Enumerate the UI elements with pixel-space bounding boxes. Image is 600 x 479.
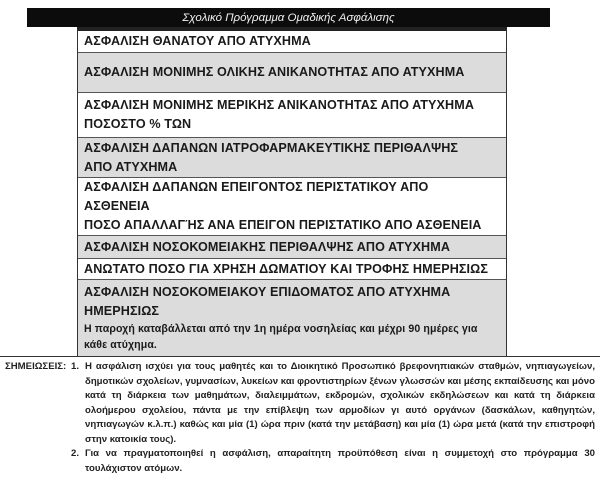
coverage-label: ΑΣΦΑΛΙΣΗ ΝΟΣΟΚΟΜΕΙΑΚΟΥ ΕΠΙΔΟΜΑΤΟΣ ΑΠΟ ΑΤΥΧΗΜΑ (84, 285, 451, 299)
coverage-row-room-board (78, 259, 506, 280)
notes-label: ΣΗΜΕΙΩΣΕΙΣ: (5, 361, 67, 372)
coverage-row-total-disability (78, 53, 506, 93)
coverage-row-medical-expenses (78, 138, 506, 178)
coverage-row-partial-disability (78, 93, 506, 138)
coverage-label: ΑΣΦΑΛΙΣΗ ΝΟΣΟΚΟΜΕΙΑΚΗΣ ΠΕΡΙΘΑΛΨΗΣ ΑΠΟ ΑΤΥΧΗΜΑ (84, 239, 451, 254)
coverage-row-hospital-care (78, 236, 506, 259)
coverage-row-emergency-illness (78, 178, 506, 236)
note-text: Η ασφάλιση ισχύει για τους μαθητές και το Διοικητικό Προσωπικό βρεφονηπιακών σταθμών, νηπιαγωγείων, δημοτικών σχολείων, γυμνασίων, λυκείων και φροντιστηρίων ξένων γλωσσών και μέσης εκπαίδευσης και μόνο κατά τη διάρκεια των μαθημάτων, διαλειμμάτων, εκδρομών, σχολικών εκδηλώσεων και κατά τη διάρκεια ολοήμερου σχολείου, πάντα με την επίβλεψη των αρμοδίων γι αυτό οργάνων (δασκάλων, καθηγητών, νηπιαγωγών κ.λ.π.) καθώς και μία (1) ώρα πριν (κατά την μετάβαση) και μία (1) ώρα μετά (κατά την επιστροφή στην κατοικία τους). (85, 361, 595, 445)
coverage-sublabel: ΠΟΣΟ ΑΠΑΛΛΑΓΉΣ ΑΝΑ ΕΠΕΙΓΟΝ ΠΕΡΙΣΤΑΤΙΚΟ ΑΠΟ ΑΣΘΕΝΕΙΑ (84, 218, 482, 232)
coverage-row-hospital-allowance (78, 280, 506, 356)
notes-section (5, 360, 595, 476)
note-item (5, 447, 595, 476)
coverage-table (77, 27, 507, 356)
coverage-label: ΑΣΦΑΛΙΣΗ ΜΟΝΙΜΗΣ ΜΕΡΙΚΗΣ ΑΝΙΚΑΝΟΤΗΤΑΣ ΑΠΟ ΑΤΥΧΗΜΑ (84, 98, 475, 112)
document-title: Σχολικό Πρόγραμμα Ομαδικής Ασφάλισης (182, 11, 395, 24)
coverage-label: ΑΝΩΤΑΤΟ ΠΟΣΟ ΓΙΑ ΧΡΗΣΗ ΔΩΜΑΤΙΟΥ ΚΑΙ ΤΡΟΦΗΣ ΗΜΕΡΗΣΙΩΣ (84, 261, 489, 276)
document-title-bar (27, 8, 550, 27)
note-text: Για να πραγματοποιηθεί η ασφάλιση, απαραίτητη προϋπόθεση είναι η συμμετοχή στο πρόγραμμα 30 τουλάχιστον ατόμων. (85, 448, 595, 474)
note-number: 1. (71, 361, 80, 372)
coverage-label: ΑΣΦΑΛΙΣΗ ΔΑΠΑΝΩΝ ΕΠΕΙΓΟΝΤΟΣ ΠΕΡΙΣΤΑΤΙΚΟΥ ΑΠΟ (84, 180, 429, 194)
coverage-note: Η παροχή καταβάλλεται από την 1η ημέρα νοσηλείας και μέχρι 90 ημέρες για κάθε ατύχημα. (84, 323, 478, 351)
note-number: 2. (71, 448, 80, 459)
coverage-label-cont: ΗΜΕΡΗΣΙΩΣ (84, 304, 160, 318)
coverage-label: ΑΣΦΑΛΙΣΗ ΜΟΝΙΜΗΣ ΟΛΙΚΗΣ ΑΝΙΚΑΝΟΤΗΤΑΣ ΑΠΟ ΑΤΥΧΗΜΑ (84, 65, 465, 79)
coverage-label-cont: ΑΠΟ ΑΤΥΧΗΜΑ (84, 159, 178, 174)
notes-divider (0, 356, 600, 357)
coverage-label-cont: ΑΣΘΕΝΕΙΑ (84, 199, 150, 213)
coverage-sublabel: ΠΟΣΟΣΤΟ % ΤΩΝ (84, 117, 192, 131)
coverage-label: ΑΣΦΑΛΙΣΗ ΘΑΝΑΤΟΥ ΑΠΟ ΑΤΥΧΗΜΑ (84, 34, 311, 48)
note-item (5, 360, 595, 447)
coverage-label: ΑΣΦΑΛΙΣΗ ΔΑΠΑΝΩΝ ΙΑΤΡΟΦΑΡΜΑΚΕΥΤΙΚΗΣ ΠΕΡΙΘΑΛΨΗΣ (84, 140, 459, 155)
coverage-row-death (78, 31, 506, 53)
